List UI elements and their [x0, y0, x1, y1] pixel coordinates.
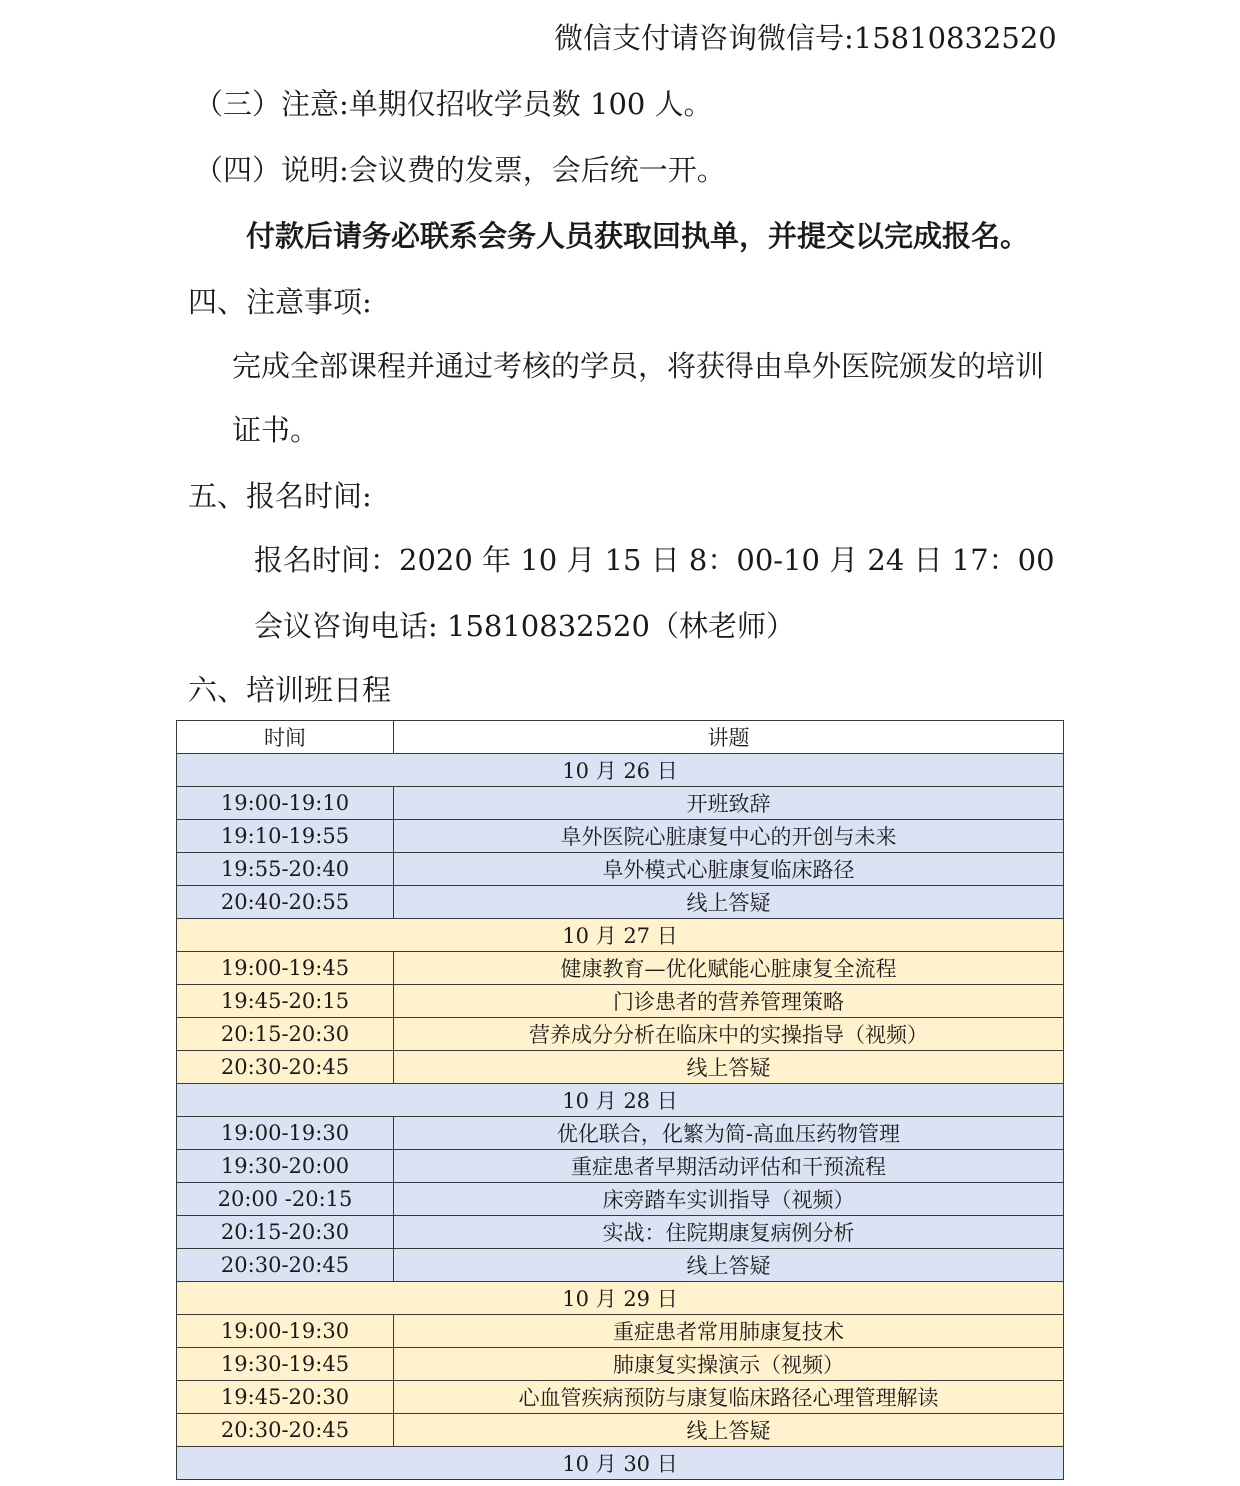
table-row	[177, 1315, 1064, 1348]
registration-time: 报名时间：2020 年 10 月 15 日 8：00-10 月 24 日 17：00	[254, 543, 1055, 577]
session-topic: 线上答疑	[394, 1249, 1064, 1282]
session-time: 20:30-20:45	[177, 1414, 394, 1447]
session-time: 19:00-19:30	[177, 1315, 394, 1348]
day-date: 10 月 26 日	[177, 754, 1064, 787]
table-row	[177, 1216, 1064, 1249]
session-time: 19:00-19:45	[177, 952, 394, 985]
table-row	[177, 853, 1064, 886]
day-date: 10 月 29 日	[177, 1282, 1064, 1315]
note-three: （三）注意:单期仅招收学员数 100 人。	[194, 87, 713, 121]
session-time: 20:30-20:45	[177, 1051, 394, 1084]
day-date: 10 月 30 日	[177, 1447, 1064, 1480]
session-topic: 开班致辞	[394, 787, 1064, 820]
session-time: 20:15-20:30	[177, 1216, 394, 1249]
session-time: 19:30-20:00	[177, 1150, 394, 1183]
table-row	[177, 787, 1064, 820]
section-six-heading: 六、培训班日程	[188, 673, 392, 707]
day-row	[177, 754, 1064, 787]
note-four: （四）说明:会议费的发票，会后统一开。	[194, 153, 726, 187]
day-date: 10 月 28 日	[177, 1084, 1064, 1117]
session-topic: 肺康复实操演示（视频）	[394, 1348, 1064, 1381]
table-row	[177, 1117, 1064, 1150]
session-topic: 心血管疾病预防与康复临床路径心理管理解读	[394, 1381, 1064, 1414]
session-time: 19:45-20:15	[177, 985, 394, 1018]
day-row	[177, 1282, 1064, 1315]
session-topic: 营养成分分析在临床中的实操指导（视频）	[394, 1018, 1064, 1051]
session-time: 20:15-20:30	[177, 1018, 394, 1051]
session-time: 19:00-19:10	[177, 787, 394, 820]
section-four-body-line1: 完成全部课程并通过考核的学员，将获得由阜外医院颁发的培训	[232, 349, 1045, 383]
day-date: 10 月 27 日	[177, 919, 1064, 952]
table-row	[177, 1183, 1064, 1216]
session-topic: 阜外模式心脏康复临床路径	[394, 853, 1064, 886]
session-topic: 重症患者早期活动评估和干预流程	[394, 1150, 1064, 1183]
consult-phone: 会议咨询电话: 15810832520（林老师）	[254, 609, 795, 643]
table-row	[177, 985, 1064, 1018]
table-row	[177, 952, 1064, 985]
day-row	[177, 1447, 1064, 1480]
table-row	[177, 1414, 1064, 1447]
session-topic: 门诊患者的营养管理策略	[394, 985, 1064, 1018]
header-time: 时间	[177, 721, 394, 754]
day-row	[177, 919, 1064, 952]
payment-notice: 付款后请务必联系会务人员获取回执单，并提交以完成报名。	[246, 219, 1030, 253]
session-time: 19:45-20:30	[177, 1381, 394, 1414]
section-four-body-line2: 证书。	[232, 413, 320, 447]
day-row	[177, 1084, 1064, 1117]
table-row	[177, 1150, 1064, 1183]
session-time: 20:30-20:45	[177, 1249, 394, 1282]
session-topic: 优化联合，化繁为简-高血压药物管理	[394, 1117, 1064, 1150]
session-topic: 实战：住院期康复病例分析	[394, 1216, 1064, 1249]
table-row	[177, 1381, 1064, 1414]
table-row	[177, 1018, 1064, 1051]
table-row	[177, 1348, 1064, 1381]
table-row	[177, 1249, 1064, 1282]
table-header-row	[177, 721, 1064, 754]
schedule-table	[176, 720, 1064, 1480]
session-topic: 线上答疑	[394, 1414, 1064, 1447]
session-time: 19:30-19:45	[177, 1348, 394, 1381]
session-topic: 线上答疑	[394, 1051, 1064, 1084]
session-topic: 健康教育—优化赋能心脏康复全流程	[394, 952, 1064, 985]
session-topic: 线上答疑	[394, 886, 1064, 919]
session-time: 20:00 -20:15	[177, 1183, 394, 1216]
table-row	[177, 1051, 1064, 1084]
table-row	[177, 886, 1064, 919]
session-time: 19:00-19:30	[177, 1117, 394, 1150]
wechat-pay-line: 微信支付请咨询微信号:15810832520	[554, 21, 1057, 55]
session-topic: 阜外医院心脏康复中心的开创与未来	[394, 820, 1064, 853]
session-time: 19:55-20:40	[177, 853, 394, 886]
section-four-heading: 四、注意事项:	[188, 285, 372, 319]
session-time: 20:40-20:55	[177, 886, 394, 919]
section-five-heading: 五、报名时间:	[188, 479, 372, 513]
table-row	[177, 820, 1064, 853]
session-topic: 重症患者常用肺康复技术	[394, 1315, 1064, 1348]
session-topic: 床旁踏车实训指导（视频）	[394, 1183, 1064, 1216]
header-topic: 讲题	[394, 721, 1064, 754]
session-time: 19:10-19:55	[177, 820, 394, 853]
